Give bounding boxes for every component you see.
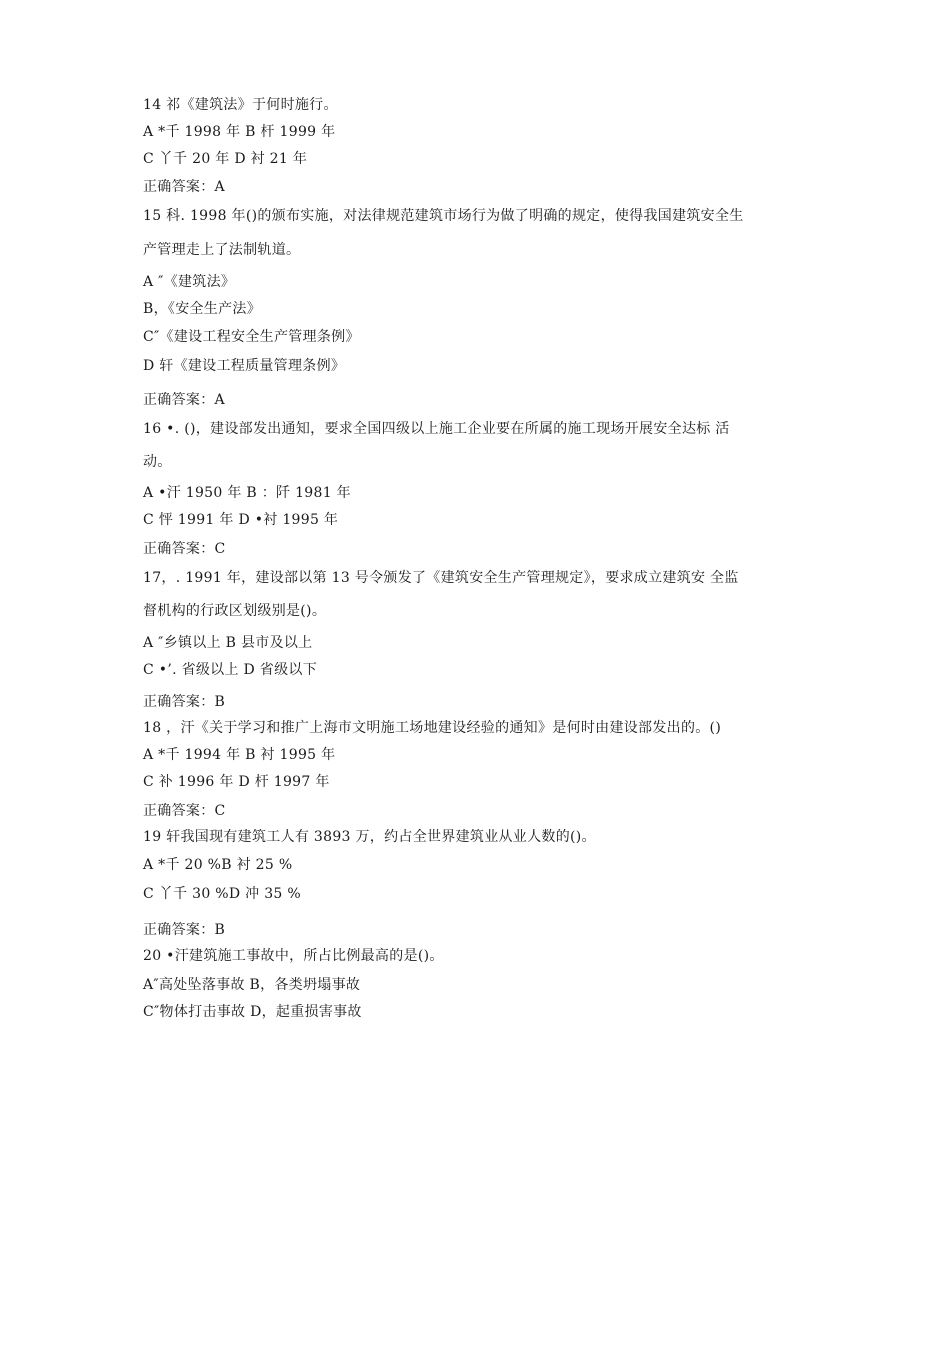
question-19-answer: 正确答案：B (143, 922, 226, 938)
question-14-options-cd: C 丫千 20 年 D 衬 21 年 (143, 151, 308, 167)
question-17-options-ab: A ″乡镇以上 B 县市及以上 (143, 635, 313, 651)
question-15-answer: 正确答案：A (143, 392, 225, 408)
question-19-options-ab: A *千 20 %B 衬 25 % (143, 857, 293, 873)
question-14-title: 14 祁《建筑法》于何时施行。 (143, 97, 338, 113)
question-17-answer: 正确答案：B (143, 694, 226, 710)
question-19-options-cd: C 丫千 30 %D 冲 35 % (143, 886, 301, 902)
question-19-title: 19 轩我国现有建筑工人有 3893 万，约占全世界建筑业从业人数的()。 (143, 829, 596, 845)
question-16-options-cd: C 怦 1991 年 D •衬 1995 年 (143, 512, 339, 528)
question-14-options-ab: A *千 1998 年 B 杆 1999 年 (143, 124, 336, 140)
question-18-answer: 正确答案：C (143, 803, 226, 819)
question-15-option-c: C″《建设工程安全生产管理条例》 (143, 329, 360, 345)
question-18-options-cd: C 补 1996 年 D 杆 1997 年 (143, 774, 330, 790)
question-20-options-cd: C″物体打击事故 D，起重损害事故 (143, 1004, 362, 1020)
question-15-title-cont: 产管理走上了法制轨道。 (143, 242, 301, 258)
question-16-answer: 正确答案：C (143, 541, 226, 557)
question-15-option-a: A ″《建筑法》 (143, 274, 236, 290)
question-16-options-ab: A •汗 1950 年 B ：阡 1981 年 (143, 485, 351, 501)
question-20-options-ab: A″高处坠落事故 B，各类坍塌事故 (143, 977, 361, 993)
question-20-title: 20 •汗建筑施工事故中，所占比例最高的是()。 (143, 948, 444, 964)
question-14-answer: 正确答案：A (143, 179, 225, 195)
question-17-options-cd: C •’. 省级以上 D 省级以下 (143, 662, 317, 678)
question-15-option-d: D 轩《建设工程质量管理条例》 (143, 358, 346, 374)
question-17-title-cont: 督机构的行政区划级别是()。 (143, 603, 327, 619)
question-18-options-ab: A *千 1994 年 B 衬 1995 年 (143, 747, 336, 763)
question-18-title: 18 ，汗《关于学习和推广上海市文明施工场地建设经验的通知》是何时由建设部发出的。() (143, 720, 722, 736)
question-15-option-b: B，《安全生产法》 (143, 301, 261, 317)
question-16-title-cont: 动。 (143, 454, 172, 470)
question-16-title: 16 •. ()，建设部发出通知，要求全国四级以上施工企业要在所属的施工现场开展安全达标 活 (143, 421, 730, 437)
question-17-title: 17，. 1991 年，建设部以第 13 号令颁发了《建筑安全生产管理规定》，要求成立建筑安 全监 (143, 570, 739, 586)
question-15-title: 15 科. 1998 年()的颁布实施，对法律规范建筑市场行为做了明确的规定，使得我国建筑安全生 (143, 208, 744, 224)
